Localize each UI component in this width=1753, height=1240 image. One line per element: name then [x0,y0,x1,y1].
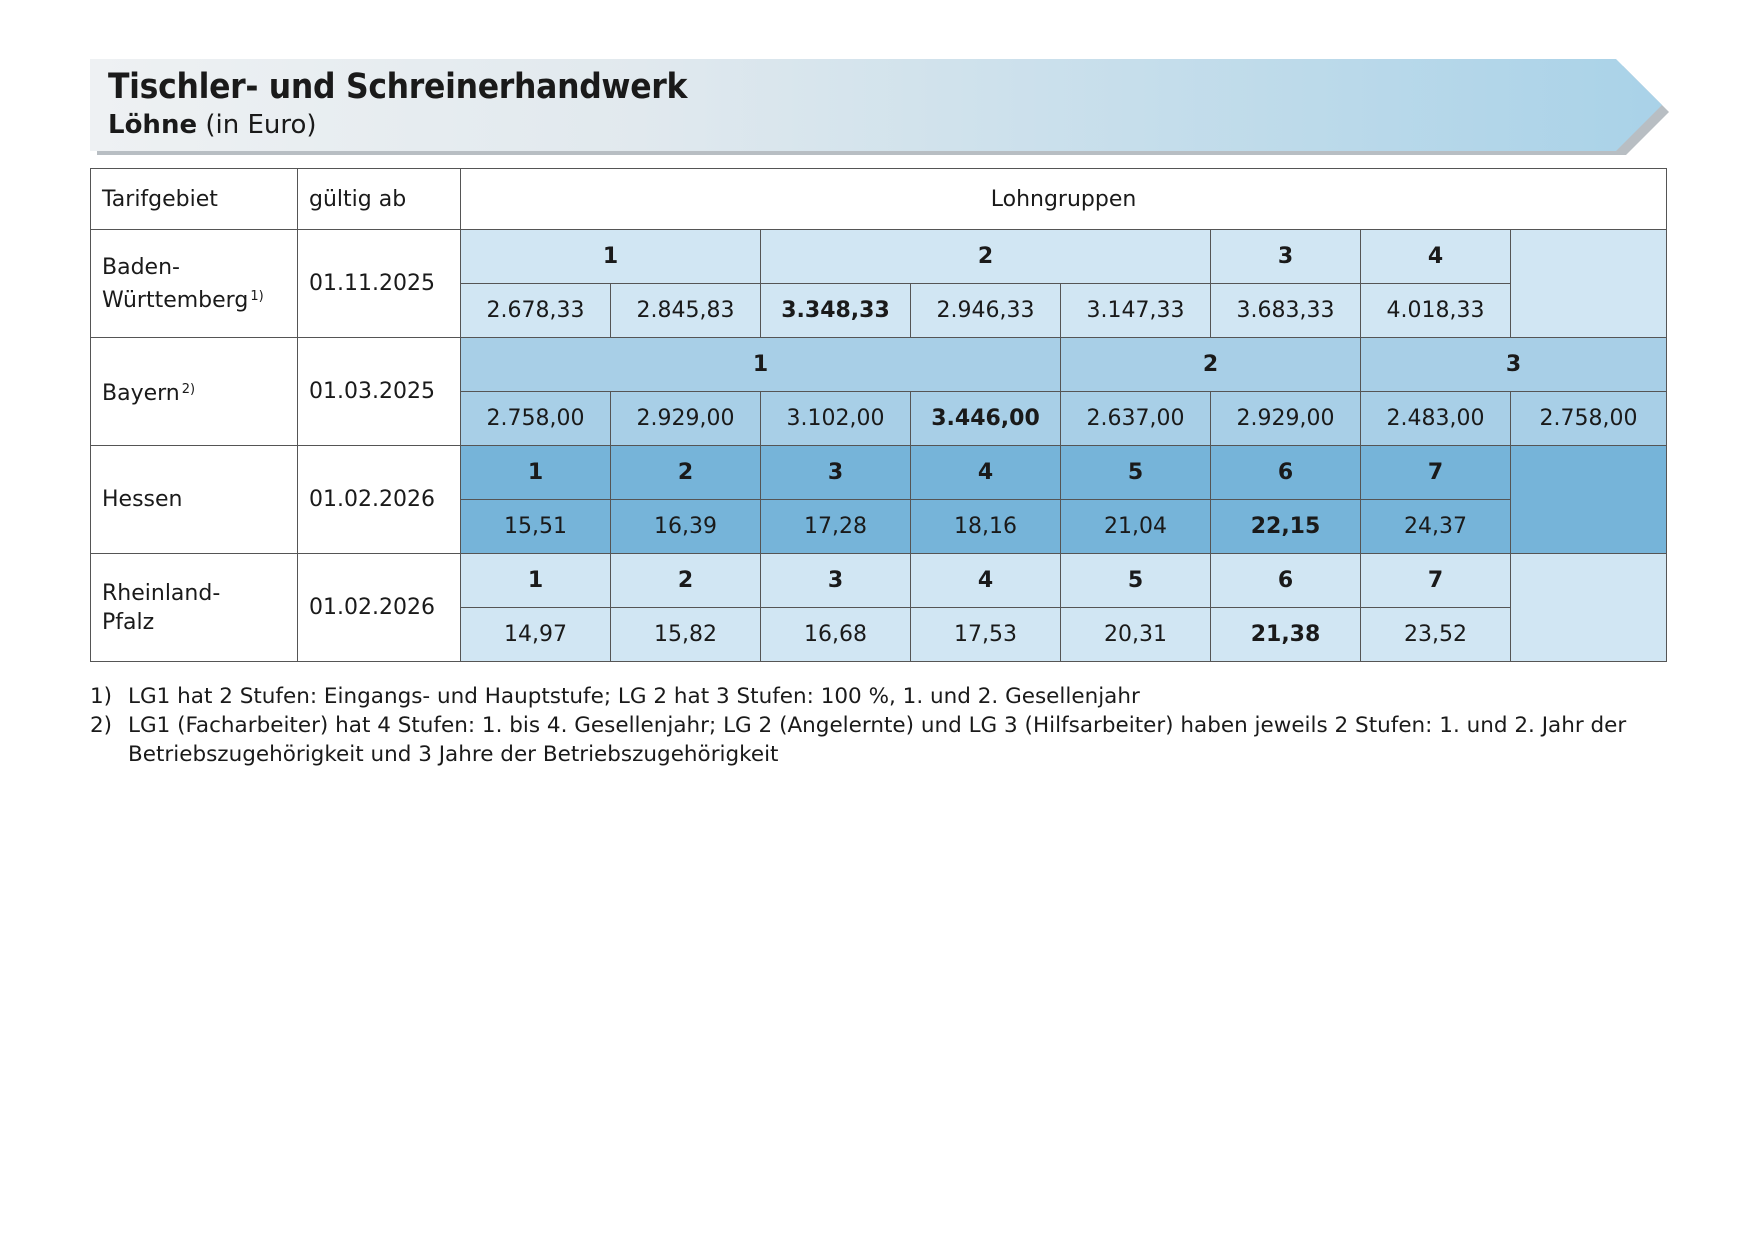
wage-cell: 21,38 [1211,608,1361,662]
footnote-number: 2) [90,713,113,738]
footnote-ref: 1) [250,288,264,304]
group-header: 5 [1061,554,1211,608]
group-header: 3 [761,554,911,608]
group-header: 2 [611,446,761,500]
col-header-lohngruppen: Lohngruppen [461,169,1667,230]
wage-cell: 17,53 [911,608,1061,662]
group-header: 3 [1361,338,1667,392]
group-header: 5 [1061,446,1211,500]
wage-cell: 2.845,83 [611,284,761,338]
group-header: 1 [461,338,1061,392]
tarifgebiet-cell [91,230,298,338]
wage-cell: 3.102,00 [761,392,911,446]
group-header: 2 [761,230,1211,284]
footnote-number: 1) [90,684,113,709]
date-cell: 01.02.2026 [298,554,461,662]
group-header: 4 [1361,230,1511,284]
wage-cell: 20,31 [1061,608,1211,662]
col-header-gueltig-ab: gültig ab [298,169,461,230]
wage-cell: 2.758,00 [461,392,611,446]
date-cell: 01.02.2026 [298,446,461,554]
subtitle-unit: (in Euro) [205,110,317,140]
wage-cell: 22,15 [1211,500,1361,554]
group-header: 1 [461,230,761,284]
group-header: 6 [1211,554,1361,608]
wage-cell: 17,28 [761,500,911,554]
wage-cell: 15,51 [461,500,611,554]
wage-cell: 2.929,00 [1211,392,1361,446]
wage-cell: 2.483,00 [1361,392,1511,446]
wage-cell: 16,39 [611,500,761,554]
footnote-ref: 2) [181,382,196,397]
table-row [91,446,1667,500]
tarifgebiet-cell: Hessen [91,446,298,554]
table-row [91,554,1667,608]
empty-cell [1511,446,1667,554]
group-header: 1 [461,446,611,500]
wage-cell: 23,52 [1361,608,1511,662]
group-header: 3 [1211,230,1361,284]
wage-cell: 24,37 [1361,500,1511,554]
wage-cell: 21,04 [1061,500,1211,554]
group-header: 7 [1361,446,1511,500]
footnote-text: LG1 hat 2 Stufen: Eingangs- und Hauptstufe; LG 2 hat 3 Stufen: 100 %, 1. und 2. Gesellenjahr [128,684,1140,709]
wage-cell: 3.683,33 [1211,284,1361,338]
group-header: 4 [911,554,1061,608]
tarifgebiet-cell [91,554,298,662]
wage-cell: 3.147,33 [1061,284,1211,338]
wage-cell: 3.348,33 [761,284,911,338]
group-header: 3 [761,446,911,500]
region-name: Rheinland- Pfalz [102,580,221,635]
footnote-text: LG1 (Facharbeiter) hat 4 Stufen: 1. bis 4. Gesellenjahr; LG 2 (Angelernte) und LG 3 (Hilfsarbeiter) haben jeweils 2 Stufen: 1. und 2. Jahr der Betriebszugehörigkeit und 3 Jahre der Betriebszugehörigkeit [128,713,1627,767]
region-name: Bayern [102,381,180,406]
wage-cell: 2.929,00 [611,392,761,446]
wage-cell: 15,82 [611,608,761,662]
group-header: 4 [911,446,1061,500]
group-header: 7 [1361,554,1511,608]
group-header: 6 [1211,446,1361,500]
page-title: Tischler- und Schreinerhandwerk [108,67,688,107]
tarifgebiet-cell [91,338,298,446]
wage-cell: 2.678,33 [461,284,611,338]
wage-table [90,168,1667,662]
group-header: 1 [461,554,611,608]
footnote-item [90,711,1690,769]
region-name: Baden- Württemberg [102,254,249,313]
group-header: 2 [611,554,761,608]
footnotes [90,682,1690,769]
date-cell: 01.11.2025 [298,230,461,338]
title-banner [90,59,1676,155]
empty-cell [1511,230,1667,338]
header-row [91,169,1667,230]
wage-cell: 3.446,00 [911,392,1061,446]
empty-cell [1511,554,1667,662]
subtitle-bold: Löhne [108,110,198,140]
wage-cell: 18,16 [911,500,1061,554]
wage-cell: 2.637,00 [1061,392,1211,446]
footnote-item [90,682,1690,711]
col-header-tarifgebiet: Tarifgebiet [91,169,298,230]
wage-cell: 16,68 [761,608,911,662]
table-row [91,230,1667,284]
wage-cell: 4.018,33 [1361,284,1511,338]
date-cell: 01.03.2025 [298,338,461,446]
page-subtitle [108,110,317,140]
wage-cell: 2.758,00 [1511,392,1667,446]
wage-cell: 2.946,33 [911,284,1061,338]
table-row [91,338,1667,392]
group-header: 2 [1061,338,1361,392]
wage-cell: 14,97 [461,608,611,662]
